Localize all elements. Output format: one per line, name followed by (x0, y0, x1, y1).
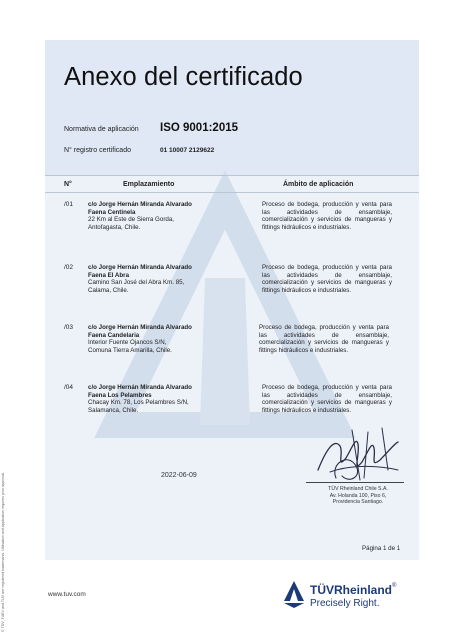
brand-name (310, 583, 396, 597)
page-title: Anexo del certificado (64, 63, 303, 91)
site-name: Faena El Abra (88, 271, 130, 279)
column-header-site: Emplazamiento (123, 181, 175, 188)
company-line: Av. Holanda 100, Piso 6, (329, 492, 387, 499)
side-note: © TÜV, TUEV and TUV are registered trademarks. Utilisation and application requires prior approval. (1, 472, 5, 632)
site-name: Faena Los Pelambres (88, 391, 152, 399)
address-line: Camino San José del Abra Km. 85, (88, 279, 185, 287)
site-name: Faena Candelaria (88, 331, 140, 339)
column-header-num: N° (64, 181, 72, 188)
contact-name: c/o Jorge Hernán Miranda Alvarado (88, 384, 192, 391)
row-number: /04 (64, 384, 74, 391)
site-name: Faena Centinela (88, 208, 136, 216)
company-line: TÜV Rheinland Chile S.A. (328, 486, 388, 492)
company-line: Providencia Santiago. (332, 499, 384, 506)
row-number: /02 (64, 264, 74, 271)
address-line: Salamanca, Chile. (88, 407, 139, 415)
address-line: Antofagasta, Chile. (88, 224, 141, 232)
registry-label: N° registro certificado (64, 147, 131, 154)
brand-slogan: Precisely Right. (310, 598, 380, 609)
standard-label: Normativa de aplicación (64, 126, 139, 133)
column-header-scope: Ámbito de aplicación (283, 181, 354, 188)
address-line: Comuna Tierra Amarilla, Chile. (88, 347, 172, 355)
address-line: 22 Km al Este de Sierra Gorda, (88, 216, 174, 224)
issue-date: 2022-06-09 (161, 472, 197, 479)
standard-value: ISO 9001:2015 (160, 122, 239, 134)
address-line: Chacay Km. 78, Los Pelambres S/N, (88, 399, 189, 407)
page-number: Página 1 de 1 (362, 545, 401, 552)
contact-name: c/o Jorge Hernán Miranda Alvarado (88, 324, 192, 331)
contact-name: c/o Jorge Hernán Miranda Alvarado (88, 264, 192, 271)
website-link[interactable]: www.tuv.com (48, 591, 86, 598)
scope-text: Proceso de bodega, producción y venta para las actividades de ensamblaje, comercialización y servicios de mangueras y fittings hidráulicos e industriales. (262, 201, 392, 232)
address-line: Calama, Chile. (88, 287, 129, 295)
scope-text: Proceso de bodega, producción y venta para las actividades de ensamblaje, comercialización y servicios de mangueras y fittings hidráulicos e industriales. (262, 264, 392, 295)
address-line: Interior Fuente Ojancos S/N, (88, 339, 167, 347)
brand-wordmark: TÜVRheinland (310, 583, 393, 597)
scope-text: Proceso de bodega, producción y venta para las actividades de ensamblaje, comercialización y servicios de mangueras y fittings hidráulicos e industriales. (259, 324, 389, 355)
scope-text: Proceso de bodega, producción y venta para las actividades de ensamblaje, comercialización y servicios de mangueras y fittings hidráulicos e industriales. (262, 384, 392, 415)
contact-name: c/o Jorge Hernán Miranda Alvarado (88, 201, 192, 208)
row-number: /03 (64, 324, 74, 331)
trademark-mark: ® (392, 583, 397, 589)
row-number: /01 (64, 201, 74, 208)
registry-value: 01 10007 2129622 (160, 147, 215, 154)
